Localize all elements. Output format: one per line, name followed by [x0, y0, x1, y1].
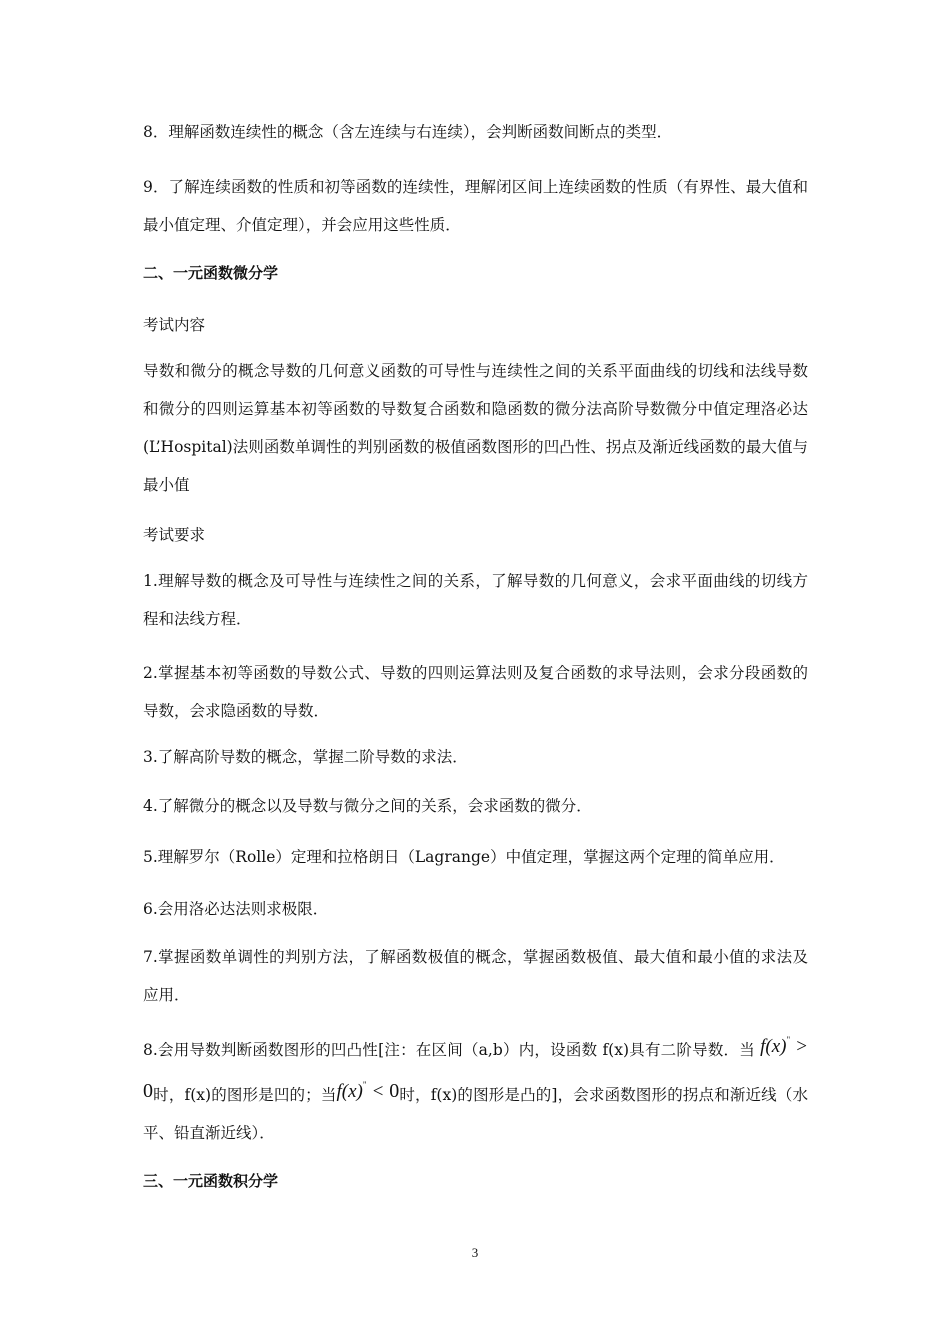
section-heading-differential: 二、一元函数微分学	[143, 264, 279, 282]
requirement-7: 7.掌握函数单调性的判别方法，了解函数极值的概念，掌握函数极值、最大值和最小值的求法及应用．	[143, 948, 808, 1004]
paragraph-item-8: 8．理解函数连续性的概念（含左连续与右连续），会判断函数间断点的类型．	[143, 123, 673, 141]
math-f-symbol: f	[760, 1036, 766, 1057]
math-arg: (x)	[341, 1081, 363, 1102]
math-second-derivative-negative	[337, 1081, 400, 1102]
requirement-8	[143, 1024, 808, 1152]
exam-content-label: 考试内容	[143, 316, 206, 334]
requirement-8-text-c: 时，f(x)的图形是凸的]，会求函数图形的拐点和渐近线（水平、铅直渐近线）．	[143, 1086, 809, 1142]
requirement-5: 5.理解罗尔（Rolle）定理和拉格朗日（Lagrange）中值定理，掌握这两个定理的简单应用．	[143, 848, 785, 866]
math-double-prime: "	[362, 1080, 367, 1090]
requirement-8-text-b: 时，f(x)的图形是凹的；当	[153, 1086, 337, 1104]
requirement-4: 4.了解微分的概念以及导数与微分之间的关系，会求函数的微分．	[143, 797, 592, 815]
requirement-8-text-a: 8.会用导数判断函数图形的凹凸性[注：在区间（a,b）内，设函数 f(x)具有二阶导数．当	[143, 1041, 761, 1059]
math-zero: 0	[143, 1080, 153, 1102]
math-zero: 0	[389, 1080, 400, 1102]
math-relation: <	[366, 1081, 390, 1102]
requirement-1: 1.理解导数的概念及可导性与连续性之间的关系，了解导数的几何意义，会求平面曲线的切线方程和法线方程．	[143, 572, 808, 628]
requirement-3: 3.了解高阶导数的概念，掌握二阶导数的求法．	[143, 748, 468, 766]
page-number: 3	[471, 1245, 479, 1260]
exam-requirements-label: 考试要求	[143, 526, 206, 544]
requirement-2: 2.掌握基本初等函数的导数公式、导数的四则运算法则及复合函数的求导法则，会求分段函数的导数，会求隐函数的导数．	[143, 664, 808, 720]
math-double-prime: "	[786, 1035, 791, 1045]
math-f-symbol: f	[336, 1081, 342, 1102]
exam-content-text: 导数和微分的概念导数的几何意义函数的可导性与连续性之间的关系平面曲线的切线和法线导数和微分的四则运算基本初等函数的导数复合函数和隐函数的微分法高阶导数微分中值定理洛必达(L’Hospital)法则函数单调性的判别函数的极值函数图形的凹凸性、拐点及渐近线函数的最大值与最小值	[143, 362, 808, 494]
paragraph-item-9: 9．了解连续函数的性质和初等函数的连续性，理解闭区间上连续函数的性质（有界性、最大值和最小值定理、介值定理），并会应用这些性质．	[143, 178, 808, 234]
section-heading-integral: 三、一元函数积分学	[143, 1172, 279, 1190]
math-arg: (x)	[765, 1036, 787, 1057]
requirement-6: 6.会用洛必达法则求极限．	[143, 900, 329, 918]
math-relation: >	[790, 1036, 808, 1057]
